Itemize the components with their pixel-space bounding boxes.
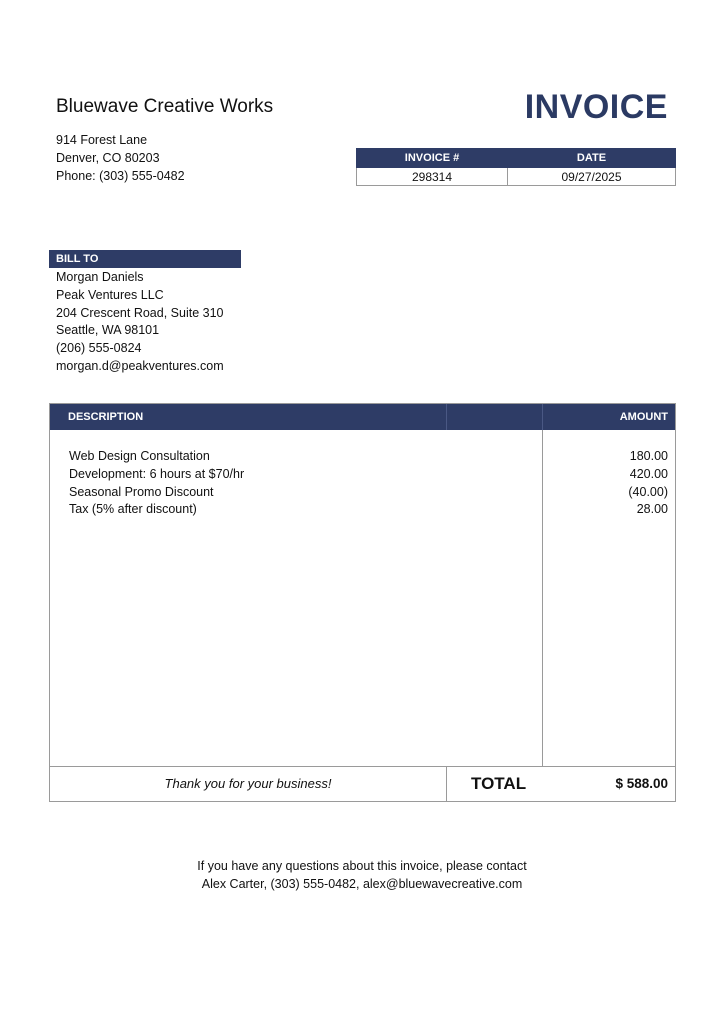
invoice-number: 298314: [357, 168, 508, 186]
contact-line-1: If you have any questions about this invoice, please contact: [197, 859, 527, 873]
bill-to-street: 204 Crescent Road, Suite 310: [56, 306, 224, 320]
line-item-amount: 28.00: [636, 502, 668, 516]
header-divider: [542, 404, 543, 430]
invoice-meta-table: [356, 148, 676, 186]
items-header-bar: [50, 404, 675, 430]
amount-header: AMOUNT: [619, 411, 668, 423]
bill-to-name: Morgan Daniels: [56, 270, 144, 284]
line-item-amount: 180.00: [629, 449, 668, 463]
total-row-split: [446, 767, 447, 801]
invoice-title: INVOICE: [524, 88, 668, 126]
line-item-amount: 420.00: [629, 467, 668, 481]
invoice-date: 09/27/2025: [508, 168, 676, 186]
bill-to-phone: (206) 555-0824: [56, 341, 142, 355]
bill-to-city: Seattle, WA 98101: [56, 323, 160, 337]
contact-line-2: Alex Carter, (303) 555-0482, alex@bluewavecreative.com: [201, 877, 523, 891]
line-item-description: Seasonal Promo Discount: [69, 485, 214, 499]
header-divider: [446, 404, 447, 430]
line-item-description: Tax (5% after discount): [69, 502, 197, 516]
line-item-description: Development: 6 hours at $70/hr: [69, 467, 245, 481]
company-name: Bluewave Creative Works: [56, 96, 274, 117]
total-label: TOTAL: [471, 774, 527, 793]
line-item-description: Web Design Consultation: [69, 449, 210, 463]
amount-column-divider: [542, 430, 543, 766]
date-label: DATE: [508, 149, 676, 168]
invoice-number-label: INVOICE #: [357, 149, 508, 168]
bill-to-email: morgan.d@peakventures.com: [56, 359, 224, 373]
company-address-line2: Denver, CO 80203: [56, 151, 160, 165]
company-address-line1: 914 Forest Lane: [56, 133, 148, 147]
description-header: DESCRIPTION: [68, 411, 144, 423]
thank-you-message: Thank you for your business!: [164, 776, 332, 791]
total-value: $ 588.00: [615, 776, 668, 791]
bill-to-company: Peak Ventures LLC: [56, 288, 164, 302]
line-item-amount: (40.00): [628, 485, 668, 499]
company-phone: Phone: (303) 555-0482: [56, 169, 185, 183]
bill-to-header: BILL TO: [49, 250, 241, 268]
